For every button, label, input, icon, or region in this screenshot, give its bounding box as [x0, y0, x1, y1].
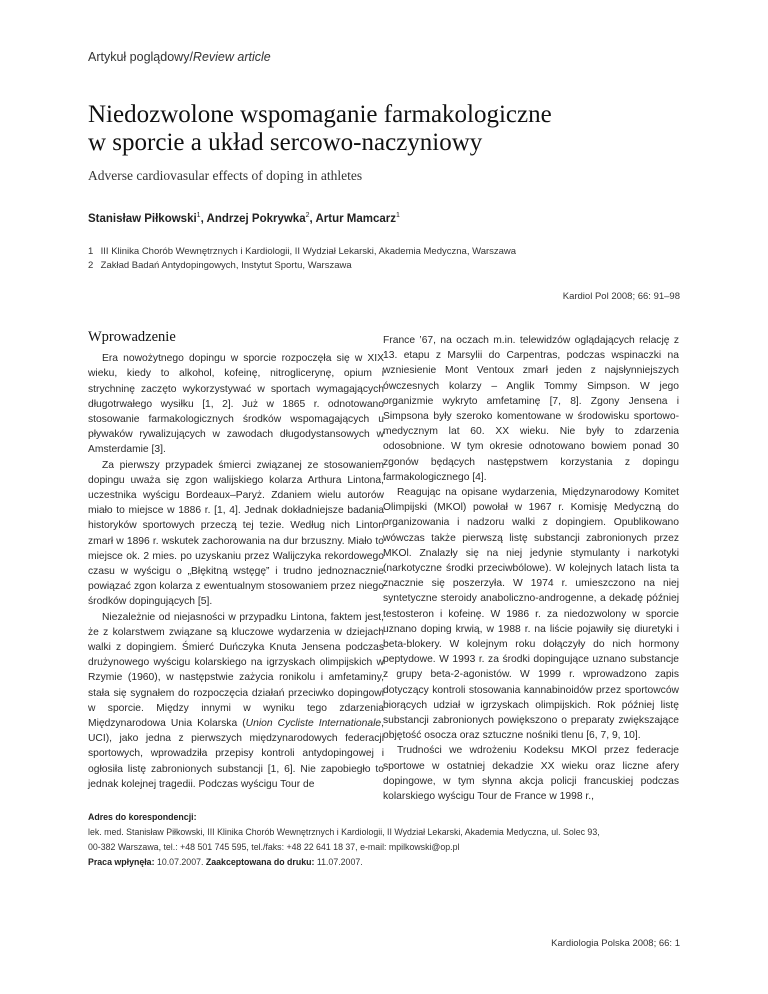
correspondence-label: Adres do korespondencji:: [88, 812, 197, 822]
paragraph-italic: Union Cycliste Internationale: [245, 718, 382, 730]
article-title: [88, 101, 708, 157]
affiliation-text: III Klinika Chorób Wewnętrznych i Kardiologii, II Wydział Lekarski, Akademia Medyczna, Warszawa: [100, 246, 517, 257]
body-paragraph: Za pierwszy przypadek śmierci związanej ze stosowaniem dopingu uważa się zgon walijskiego kolarza Arthura Lintona, uczestnika wyścigu Bordeaux–Paryż. Zdaniem wielu autorów miało to miejsce w 1886 r. [1, 4]. Jednak dokładniejsze badania historyków sportowych przeczą tej tezie. Według nich Linton zmarł w 1896 r. wskutek zachorowania na dur brzuszny. Miało to miejsce ok. 2 mies. po uzyskaniu przez Walijczyka rekordowego czasu w wyścigu o „Błękitną wstęgę” i trudno jednoznacznie powiązać zgon kolarza z ewentualnym stosowaniem przez niego środków dopingujących [5].: [88, 459, 384, 608]
body-paragraph: [88, 610, 384, 792]
article-type: [88, 50, 271, 64]
page-footer: Kardiologia Polska 2008; 66: 1: [551, 938, 680, 949]
paragraph-text: , UCI), jako jedna z pierwszych międzynarodowych federacji sportowych, wprowadziła przepisy kontroli antydopingowej i ogłosiła listę zabronionych substancji [1, 6]. Nie zapobiegło to jednak kolejnej tragedii. Podczas wyścigu Tour de: [88, 718, 384, 790]
correspondence-block: [88, 810, 688, 870]
author-separator: ,: [200, 212, 207, 225]
received-date: 10.07.2007.: [156, 857, 204, 867]
affiliation-number: 1: [88, 246, 94, 257]
paragraph-text: Niezależnie od niejasności w przypadku Lintona, faktem jest, że z kolarstwem związane są kluczowe wydarzenia w dziejach walki z dopingiem. Śmierć Duńczyka Knuta Jensena podczas drużynowego wyścigu kolarskiego na igrzyskach olimpijskich w Rzymie (1960), w następstwie zażycia ronikolu i amfetaminy, stała się sygnałem do rozpoczęcia działań przeciwko dopingowi w sporcie. Między innymi w wyniku tego zdarzenia Międzynarodowa Unia Kolarska (: [88, 611, 384, 730]
section-heading: Wprowadzenie: [88, 329, 176, 345]
article-type-pl: Artykuł poglądowy/: [88, 50, 193, 64]
author-name: Artur Mamcarz: [315, 212, 397, 225]
affiliation-number: 2: [88, 260, 94, 271]
correspondence-line: 00-382 Warszawa, tel.: +48 501 745 595, tel./faks: +48 22 641 18 37, e-mail: mpilkowski@op.pl: [88, 842, 460, 852]
author-name: Stanisław Piłkowski: [88, 212, 197, 225]
affiliation-text: Zakład Badań Antydopingowych, Instytut Sportu, Warszawa: [100, 260, 352, 271]
journal-citation: Kardiol Pol 2008; 66: 91–98: [562, 291, 680, 302]
author-name: Andrzej Pokrywka: [206, 212, 306, 225]
body-column-left: [88, 330, 384, 792]
author-affil-sup: 1: [396, 212, 400, 219]
affiliation-item: [88, 245, 516, 259]
article-subtitle: Adverse cardiovasular effects of doping in athletes: [88, 168, 363, 183]
correspondence-line: lek. med. Stanisław Piłkowski, III Klinika Chorób Wewnętrznych i Kardiologii, II Wydział Lekarski, Akademia Medyczna, ul. Solec 93,: [88, 827, 600, 837]
accepted-label: Zaakceptowana do druku:: [205, 857, 315, 867]
body-paragraph: Trudności we wdrożeniu Kodeksu MKOl przez federacje sportowe w ostatniej dekadzie XX wieku oraz liczne afery dopingowe, w tym słynna akcja policji francuskiej podczas kolarskiego wyścigu Tour de France w 1998 r.,: [383, 745, 679, 803]
body-paragraph: Era nowożytnego dopingu w sporcie rozpoczęła się w XIX wieku, kiedy to alkohol, kofeinę, nitroglicerynę, opium i strychninę zaczęto wykorzystywać w sportach wymagających długotrwałego wysiłku [1, 2]. Już w 1865 r. odnotowano stosowanie farmakologicznych środków wspomagających u pływaków rywalizujących w zawodach długodystansowych w Amsterdamie [3].: [88, 353, 384, 456]
article-type-en: Review article: [192, 50, 271, 64]
body-column-right: [383, 333, 679, 804]
author-list: [88, 212, 400, 225]
author-affil-sup: 2: [305, 212, 310, 219]
author-separator: ,: [309, 212, 316, 225]
correspondence-dates: [88, 855, 688, 870]
title-line-1: Niedozwolone wspomaganie farmakologiczne: [88, 101, 552, 128]
body-paragraph: France ’67, na oczach m.in. telewidzów oglądających relację z 13. etapu z Marsylii do Carpentras, podczas wspinaczki na wzniesienie Mont Ventoux zmarł jeden z najsłynniejszych ówczesnych kolarzy – Anglik Tommy Simpson. W jego organizmie wykryto amfetaminę [7, 8]. Zgony Jensena i Simpsona były szeroko komentowane w środowisku sportowo-medycznym lat 60. XX wieku. Nie były to zdarzenia odosobnione. W tym okresie odnotowano bowiem ponad 30 zgonów będących następstwem korzystania z dopingu farmakologicznego [4].: [383, 335, 679, 483]
accepted-date: 11.07.2007.: [316, 857, 363, 867]
affiliations: [88, 245, 516, 273]
affiliation-item: [88, 259, 516, 273]
received-label: Praca wpłynęła:: [88, 857, 155, 867]
title-line-2: w sporcie a układ sercowo-naczyniowy: [88, 129, 483, 156]
body-paragraph: Reagując na opisane wydarzenia, Międzynarodowy Komitet Olimpijski (MKOl) powołał w 1967 r. Komisję Medyczną do organizowania i nadzoru walki z dopingiem. Opublikowano wówczas także pierwszą listę substancji zabronionych przez MKOl. Znalazły się na niej jedynie stymulanty i narkotyki (narkotyczne środki przeciwbólowe). W kolejnych latach lista ta znacznie się poszerzyła. W 1974 r. umieszczono na niej syntetyczne steroidy anaboliczno-androgenne, a dekadę później testosteron i kofeinę. W 1986 r. za niedozwolony w sporcie uznano doping krwią, w 1988 r. na liście pojawiły się diuretyki i beta-blokery. W kolejnym roku dołączyły do nich hormony peptydowe. W 1993 r. za środki dopingujące uznano substancje z grupy beta-2-agonistów. W 1999 r. wprowadzono zapis dotyczący kontroli stosowania kannabinoidów przez sportowców biorących udział w igrzyskach olimpijskich. Rok później listę substancji zabronionych powiększono o preparaty zwiększające objętość osocza oraz sztuczne nośniki tlenu [6, 7, 9, 10].: [383, 487, 679, 742]
author-affil-sup: 1: [196, 212, 201, 219]
